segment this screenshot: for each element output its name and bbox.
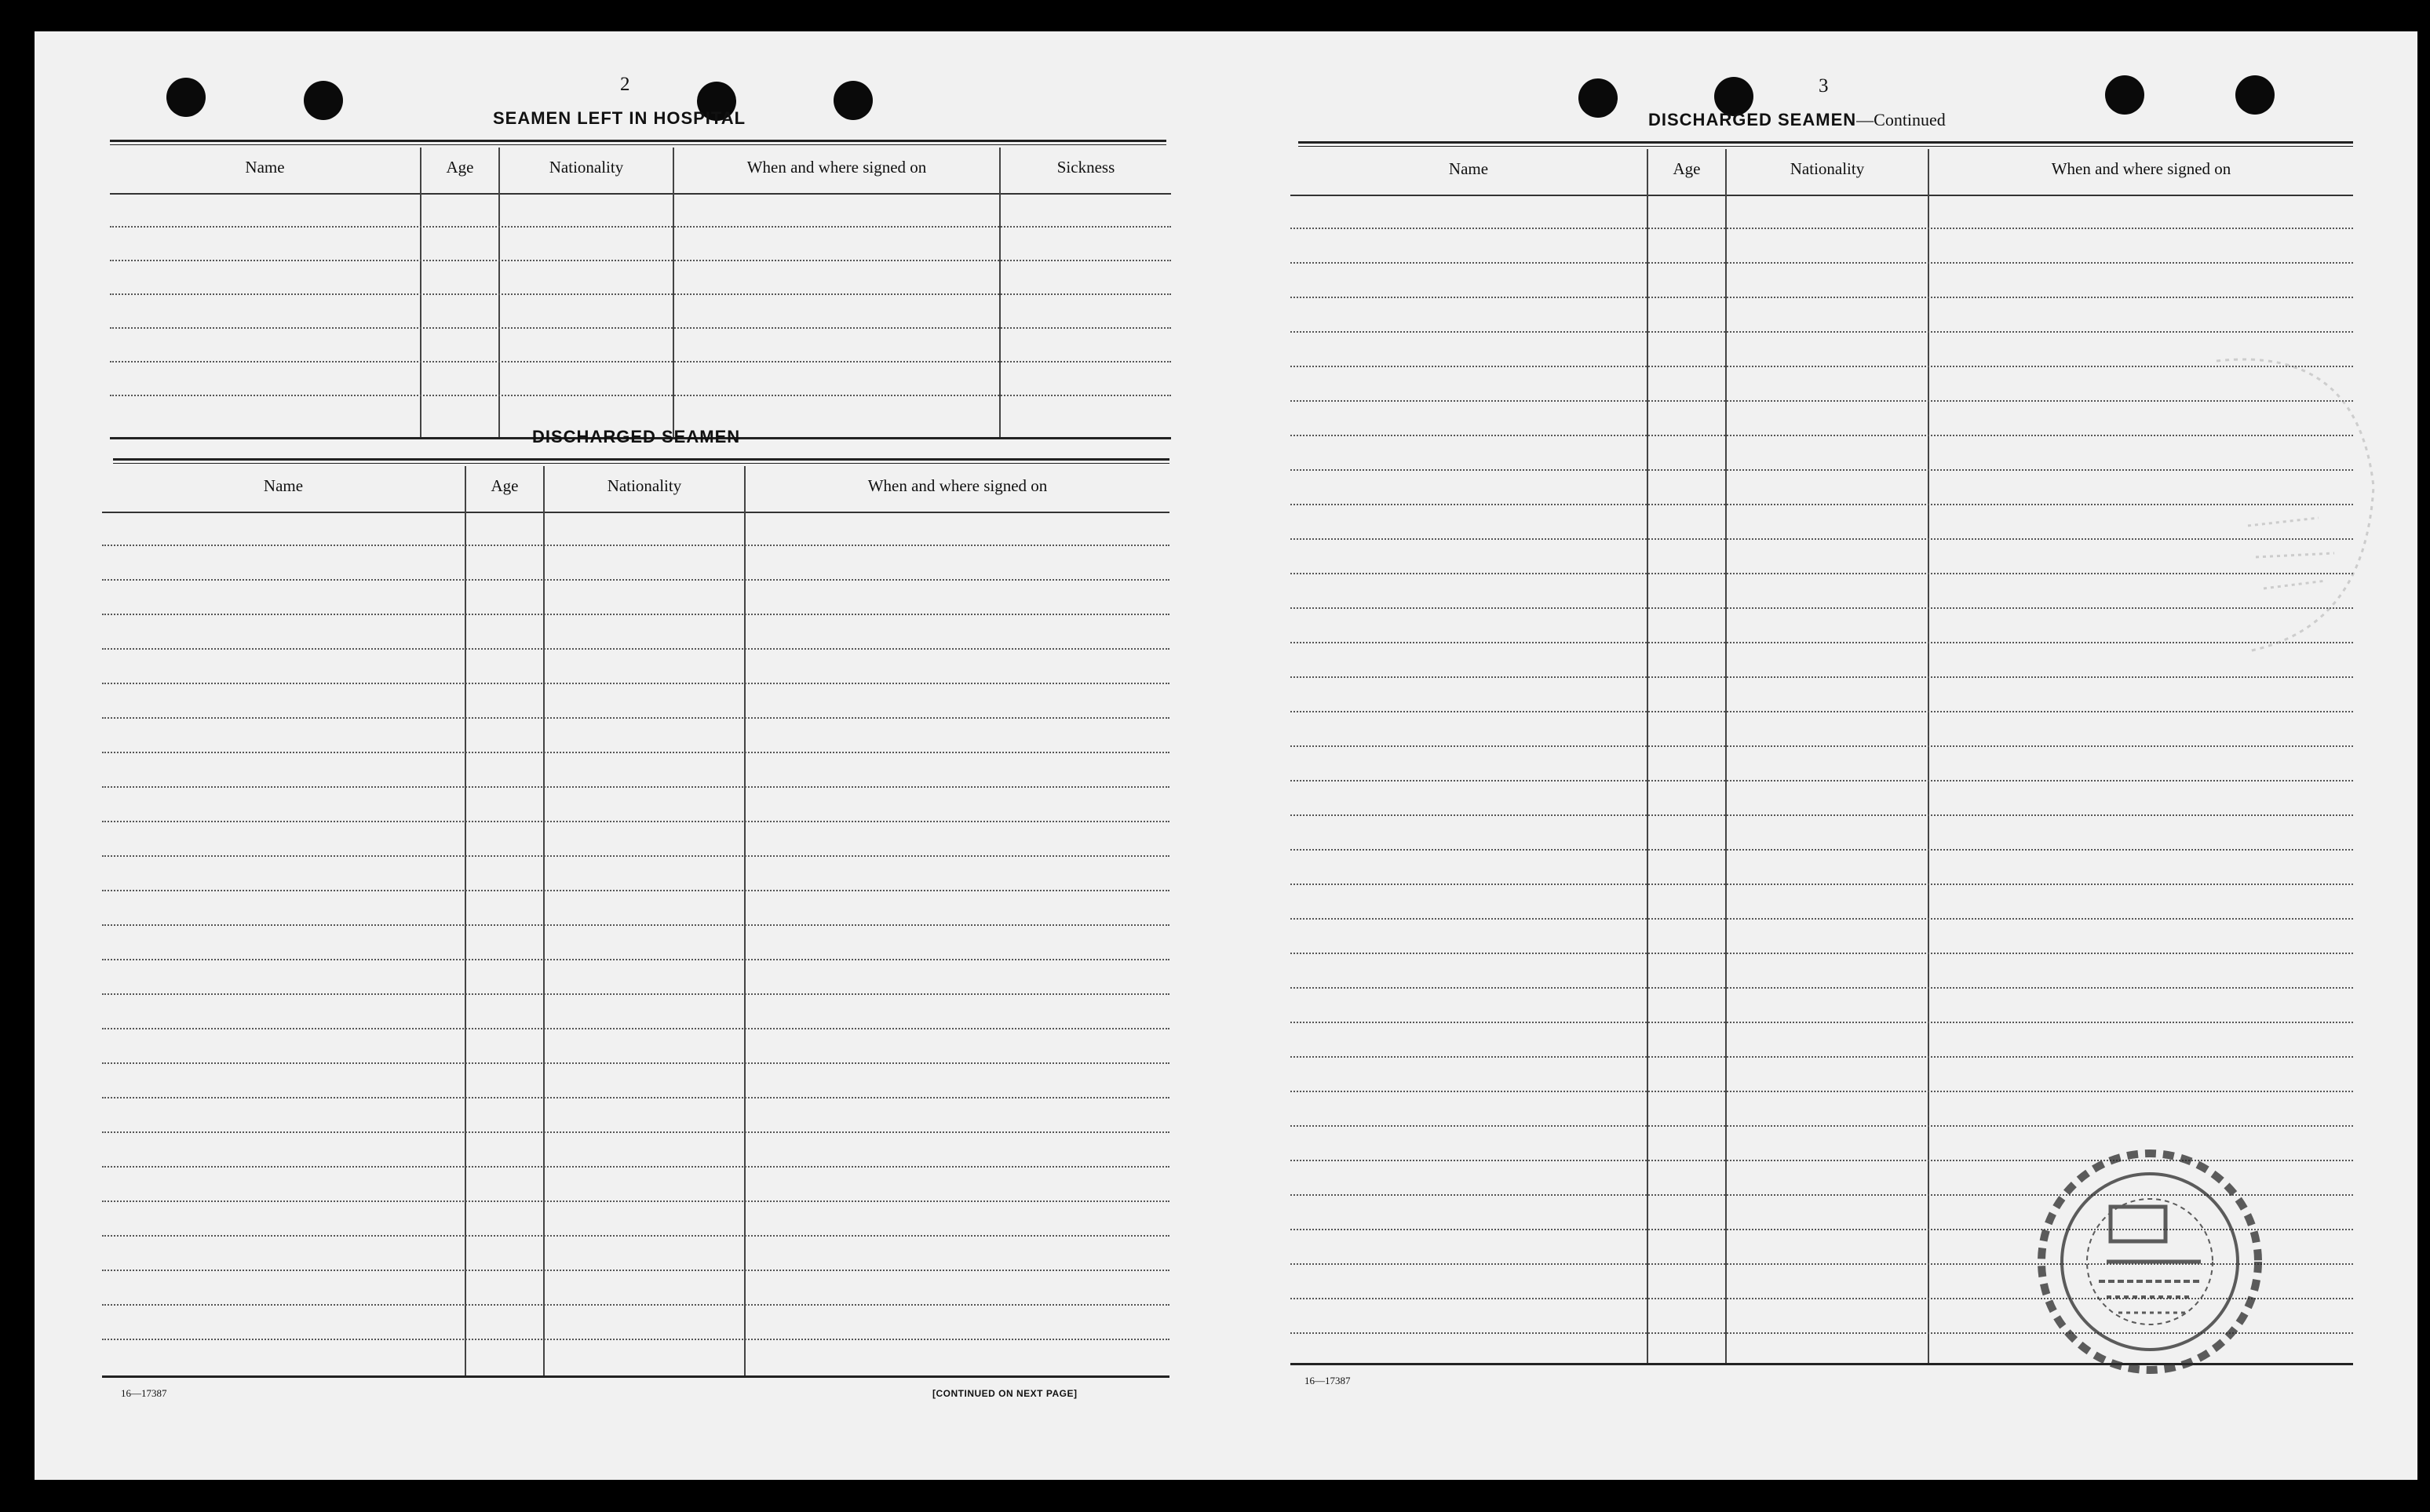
column-header: Age: [446, 158, 474, 177]
document-page: [35, 31, 2417, 1480]
section-title: SEAMEN LEFT IN HOSPITAL: [493, 108, 746, 128]
table-row: [1290, 1125, 2353, 1127]
column-header: Age: [491, 476, 519, 495]
table-row: [1290, 780, 2353, 782]
table-row: [102, 648, 1169, 650]
table-row: [1290, 953, 2353, 954]
page-number: 3: [1819, 75, 1829, 97]
table-row: [102, 545, 1169, 546]
table-row: [102, 1270, 1169, 1271]
section-divider: [113, 458, 1169, 464]
table-row: [102, 683, 1169, 684]
form-code: 16—17387: [121, 1387, 167, 1399]
table-row: [1290, 573, 2353, 574]
table-row: [110, 226, 1171, 228]
table-row: [1290, 814, 2353, 816]
table-row: [1290, 642, 2353, 643]
table-row: [1290, 1022, 2353, 1023]
table-row: [1290, 331, 2353, 333]
table-row: [110, 260, 1171, 261]
table-row: [1290, 435, 2353, 436]
section-divider: [1298, 141, 2353, 147]
table-row: [1290, 469, 2353, 471]
table-row: [102, 1166, 1169, 1168]
table-row: [102, 1235, 1169, 1237]
table-row: [1290, 1056, 2353, 1058]
table-row: [102, 752, 1169, 753]
punch-hole-icon: [166, 78, 206, 117]
table-row: [102, 855, 1169, 857]
table-row: [1290, 884, 2353, 885]
table-row: [110, 395, 1171, 396]
discharged-table: [102, 466, 1169, 1378]
punch-hole-icon: [1578, 78, 1618, 118]
table-row: [102, 614, 1169, 615]
column-header: When and where signed on: [746, 158, 927, 177]
table-row: [1290, 987, 2353, 989]
table-row: [102, 1304, 1169, 1306]
page-number: 2: [620, 74, 630, 95]
table-row: [1290, 918, 2353, 920]
table-row: [1290, 711, 2353, 712]
column-header: Sickness: [1056, 158, 1115, 177]
table-row: [1290, 607, 2353, 609]
punch-hole-icon: [304, 81, 343, 120]
table-row: [1290, 366, 2353, 367]
circular-postmark-stamp-icon: [2020, 1144, 2279, 1379]
faint-ink-smudge-icon: [2201, 330, 2389, 667]
section-title: [1648, 110, 1946, 130]
table-bottom-rule: [102, 1375, 1169, 1378]
table-row: [102, 1339, 1169, 1340]
column-header: Nationality: [1790, 159, 1865, 178]
section-title-text: DISCHARGED SEAMEN: [1648, 110, 1857, 129]
table-row: [1290, 297, 2353, 298]
table-row: [102, 1131, 1169, 1133]
column-header: Name: [245, 158, 285, 177]
table-row: [1290, 504, 2353, 505]
punch-hole-icon: [2235, 75, 2275, 115]
column-header: Nationality: [607, 476, 682, 495]
form-code: 16—17387: [1304, 1375, 1351, 1386]
column-rule: [744, 466, 746, 1378]
table-row: [102, 579, 1169, 581]
hospital-table: [110, 148, 1171, 439]
table-row: [102, 1028, 1169, 1029]
table-row: [102, 993, 1169, 995]
column-header: When and where signed on: [2051, 159, 2231, 178]
table-row: [102, 890, 1169, 891]
table-row: [1290, 849, 2353, 851]
section-divider: [110, 140, 1166, 145]
table-row: [1290, 228, 2353, 229]
table-row: [1290, 400, 2353, 402]
table-row: [110, 361, 1171, 363]
table-row: [1290, 538, 2353, 540]
table-row: [110, 293, 1171, 295]
table-row: [1290, 1091, 2353, 1092]
table-row: [110, 327, 1171, 329]
table-row: [102, 959, 1169, 960]
column-header: Name: [263, 476, 304, 495]
column-rule: [465, 466, 466, 1378]
section-title: DISCHARGED SEAMEN: [532, 427, 741, 446]
table-row: [1290, 262, 2353, 264]
table-row: [102, 1097, 1169, 1098]
punch-hole-icon: [2105, 75, 2144, 115]
column-header: Name: [1448, 159, 1489, 178]
table-row: [102, 821, 1169, 822]
punch-hole-icon: [834, 81, 873, 120]
table-row: [102, 786, 1169, 788]
column-header: Nationality: [549, 158, 624, 177]
table-row: [1290, 676, 2353, 678]
section-title-suffix: —Continued: [1856, 110, 1946, 129]
table-row: [102, 717, 1169, 719]
continued-note: [CONTINUED ON NEXT PAGE]: [932, 1388, 1078, 1399]
table-row: [102, 924, 1169, 926]
table-row: [102, 1062, 1169, 1064]
column-header: Age: [1673, 159, 1701, 178]
table-row: [1290, 745, 2353, 747]
column-rule: [543, 466, 545, 1378]
column-header: When and where signed on: [867, 476, 1048, 495]
table-row: [102, 1200, 1169, 1202]
